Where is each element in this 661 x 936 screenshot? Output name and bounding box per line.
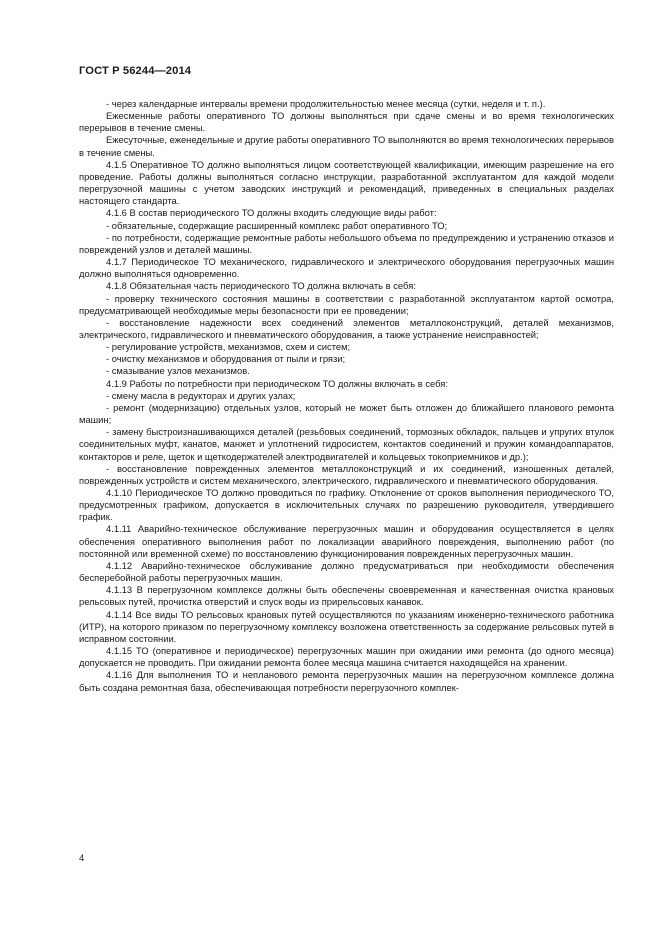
paragraph: - по потребности, содержащие ремонтные работы небольшого объема по предупреждению и устранению отказов и повреждений узлов и деталей машины. bbox=[79, 231, 614, 255]
paragraph: 4.1.11 Аварийно-техническое обслуживание перегрузочных машин и оборудования осуществляется в целях обеспечения оперативного выполнения работ по локализации аварийного повреждения, выполнению работ (по постоянной или временной схеме) по восстановлению функционирования поврежденных перегрузочных машин. bbox=[79, 523, 614, 559]
paragraph: - замену быстроизнашивающихся деталей (резьбовых соединений, тормозных обкладок, пальцев и упругих втулок соединительных муфт, канатов, манжет и уплотнений гидросистем, контактов соединений и пружин командоаппаратов, контакторов и реле, щеток и щеткодержателей электродвигателей и кольцевых токоприемников и др.); bbox=[79, 426, 614, 462]
paragraph: 4.1.9 Работы по потребности при периодическом ТО должны включать в себя: bbox=[106, 377, 448, 389]
paragraph: - восстановление поврежденных элементов металлоконструкций и их соединений, изношенных деталей, поврежденных устройств и систем механического, электрического, гидравлического и пневматического оборудования. bbox=[79, 462, 614, 486]
paragraph: - смазывание узлов механизмов. bbox=[106, 365, 250, 377]
paragraph: 4.1.8 Обязательная часть периодического ТО должна включать в себя: bbox=[106, 280, 416, 292]
paragraph: 4.1.15 ТО (оперативное и периодическое) перегрузочных машин при ожидании ими ремонта (до одного месяца) допускается не проводить. При ожидании ремонта более месяца машина считается находящейся на хранении. bbox=[79, 645, 614, 669]
paragraph: 4.1.6 В состав периодического ТО должны входить следующие виды работ: bbox=[106, 207, 437, 219]
paragraph: Ежесменные работы оперативного ТО должны выполняться при сдаче смены и во время технологических перерывов в течение смены. bbox=[79, 110, 614, 134]
paragraph: 4.1.10 Периодическое ТО должно проводиться по графику. Отклонение от сроков выполнения периодического ТО, предусмотренных графиком, допускается в исключительных случаях по разрешению руководителя, утвердившего график. bbox=[79, 487, 614, 523]
paragraph: 4.1.5 Оперативное ТО должно выполняться лицом соответствующей квалификации, имеющим разрешение на его проведение. Работы должны выполняться согласно инструкции, разработанной эксплуатантом для каждой модели перегрузочной машины с учетом заводских инструкций и рекомендаций, приведенных в специальных разделах настоящего стандарта. bbox=[79, 158, 614, 207]
paragraph: - через календарные интервалы времени продолжительностью менее месяца (сутки, неделя и т. п.). bbox=[106, 98, 546, 109]
paragraph: 4.1.16 Для выполнения ТО и непланового ремонта перегрузочных машин на перегрузочном комплексе должна быть создана ремонтная база, обеспечивающая потребности перегрузочного комплек- bbox=[79, 669, 614, 693]
paragraph: - проверку технического состояния машины в соответствии с разработанной эксплуатантом картой осмотра, предусматривающей необходимые меры безопасности при ее проведении; bbox=[79, 292, 614, 316]
paragraph: - смену масла в редукторах и других узлах; bbox=[106, 389, 296, 401]
paragraph: 4.1.12 Аварийно-техническое обслуживание должно предусматриваться при необходимости обеспечения бесперебойной работы перегрузочных машин. bbox=[79, 559, 614, 584]
paragraph: - обязательные, содержащие расширенный комплекс работ оперативного ТО; bbox=[106, 219, 448, 231]
paragraph: - регулирование устройств, механизмов, схем и систем; bbox=[106, 341, 351, 353]
document-body bbox=[79, 98, 614, 694]
page-number: 4 bbox=[79, 852, 85, 863]
paragraph: - ремонт (модернизацию) отдельных узлов, который не может быть отложен до ближайшего планового ремонта машин; bbox=[79, 401, 614, 426]
standard-id: ГОСТ Р 56244—2014 bbox=[79, 65, 192, 77]
paragraph: Ежесуточные, еженедельные и другие работы оперативного ТО выполняются во время технологических перерывов в течение смены. bbox=[79, 134, 614, 158]
page-header bbox=[79, 65, 191, 77]
paragraph: - очистку механизмов и оборудования от пыли и грязи; bbox=[106, 353, 346, 365]
paragraph: 4.1.7 Периодическое ТО механического, гидравлического и электрического оборудования перегрузочных машин должно выполняться одновременно. bbox=[79, 256, 614, 280]
paragraph: - восстановление надежности всех соединений элементов металлоконструкций, деталей механизмов, электрического, гидравлического и пневматического оборудования, а также устранение неисправностей; bbox=[79, 316, 614, 340]
paragraph: 4.1.13 В перегрузочном комплексе должны быть обеспечены своевременная и качественная очистка крановых рельсовых путей, прочистка отверстий и спуск воды из прирельсовых канавок. bbox=[79, 584, 614, 608]
paragraph: 4.1.14 Все виды ТО рельсовых крановых путей осуществляются по указаниям инженерно-технического работника (ИТР), на которого приказом по перегрузочному комплексу возложена ответственность за содержание рельсовых путей в исправном состоянии. bbox=[79, 608, 614, 644]
